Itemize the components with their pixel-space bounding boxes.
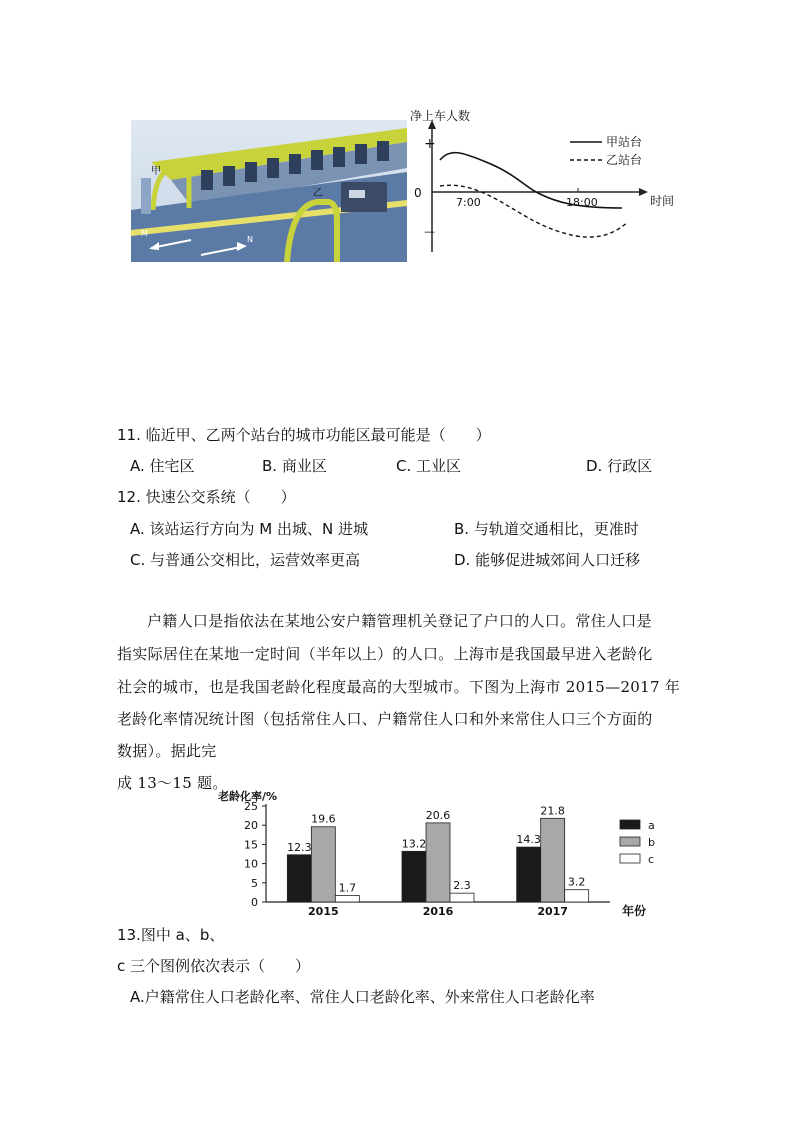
legend-label-b: b [648, 836, 655, 849]
legend-yi: 乙站台 [606, 153, 643, 167]
bar-value-label: 21.8 [540, 804, 565, 818]
road-letter-n: N [247, 235, 253, 244]
bar-c-2015 [335, 895, 359, 902]
legend-swatch-b [620, 837, 640, 846]
bar-b-2017 [541, 818, 565, 902]
q13-stem-line1: 13.图中 a、b、 [117, 926, 225, 944]
aging-rate-bar-chart [218, 786, 668, 920]
passage-line-5: 数据）。据此完 [117, 742, 217, 760]
x-tick-18: 18:00 [566, 196, 598, 209]
q13-stem-line2: c 三个图例依次表示（ ） [117, 957, 311, 975]
y-tick-zero: 0 [414, 186, 422, 200]
legend-jia: 甲站台 [606, 135, 643, 149]
legend-label-a: a [648, 819, 655, 832]
q12-option-c: C. 与普通公交相比，运营效率更高 [130, 551, 361, 569]
q12-stem: 12. 快速公交系统（ ） [117, 488, 296, 506]
chart-x-tick-label: 2015 [308, 905, 339, 918]
bar-value-label: 14.3 [516, 833, 541, 847]
q12-option-a: A. 该站运行方向为 M 出城、N 进城 [130, 520, 369, 538]
series-yi-curve [440, 185, 628, 237]
q11-option-c: C. 工业区 [396, 457, 462, 475]
bar-a-2017 [517, 847, 541, 902]
q11-option-a: A. 住宅区 [130, 457, 195, 475]
brt-station-illustration [131, 120, 407, 262]
bar-c-2016 [450, 893, 474, 902]
y-tick-plus: + [424, 136, 436, 152]
passage-line-3: 社会的城市，也是我国老龄化程度最高的大型城市。下图为上海市 2015—2017 年 [117, 678, 681, 696]
y-tick-minus: — [424, 225, 435, 238]
bar-b-2016 [426, 823, 450, 902]
bar-value-label: 13.2 [401, 837, 427, 851]
x-axis-label: 时间 [650, 194, 675, 208]
q12-option-d: D. 能够促进城郊间人口迁移 [454, 551, 641, 569]
bar-value-label: 1.7 [338, 881, 357, 895]
chart-x-axis-label: 年份 [622, 904, 647, 918]
passage-line-6: 成 13～15 题。 [117, 774, 228, 792]
bar-value-label: 12.3 [287, 840, 312, 854]
y-axis-label: 净上车人数 [410, 109, 471, 123]
bar-b-2015 [311, 827, 335, 902]
legend-swatch-c [620, 854, 640, 863]
passage-line-4: 老龄化率情况统计图（包括常住人口、户籍常住人口和外来常住人口三个方面的 [117, 710, 653, 728]
chart-y-tick-label: 15 [244, 838, 258, 852]
bar-a-2016 [402, 851, 426, 902]
bar-value-label: 2.3 [453, 879, 471, 893]
legend-label-c: c [648, 853, 655, 866]
station-label-yi: 乙 [313, 188, 323, 199]
chart-y-tick-label: 20 [244, 819, 258, 833]
bar-value-label: 20.6 [425, 808, 451, 822]
bar-a-2015 [287, 855, 311, 902]
bar-value-label: 19.6 [311, 812, 336, 826]
bar-value-label: 3.2 [567, 875, 586, 889]
q11-stem: 11. 临近甲、乙两个站台的城市功能区最可能是（ ） [117, 426, 491, 444]
x-tick-7: 7:00 [456, 196, 481, 209]
chart-x-tick-label: 2016 [422, 905, 454, 918]
chart-y-tick-label: 25 [244, 800, 258, 813]
chart-y-tick-label: 10 [244, 857, 258, 871]
passage-line-1: 户籍人口是指依法在某地公安户籍管理机关登记了户口的人口。常住人口是 [147, 612, 652, 630]
road-letter-m: M [141, 229, 148, 238]
q12-option-b: B. 与轨道交通相比，更准时 [454, 520, 639, 538]
bar-c-2017 [565, 890, 589, 902]
legend-swatch-a [620, 820, 640, 829]
q11-option-d: D. 行政区 [586, 457, 653, 475]
q13-option-a: A.户籍常住人口老龄化率、常住人口老龄化率、外来常住人口老龄化率 [130, 988, 595, 1006]
net-boarding-line-graph [406, 104, 686, 254]
chart-y-axis-label: 老龄化率/% [218, 790, 278, 803]
chart-y-tick-label: 5 [251, 876, 258, 890]
chart-x-tick-label: 2017 [537, 905, 568, 918]
chart-y-tick-label: 0 [251, 896, 258, 909]
passage-line-2: 指实际居住在某地一定时间（半年以上）的人口。上海市是我国最早进入老龄化 [117, 645, 653, 663]
q11-option-b: B. 商业区 [262, 457, 327, 475]
station-label-jia: 甲 [151, 166, 161, 177]
